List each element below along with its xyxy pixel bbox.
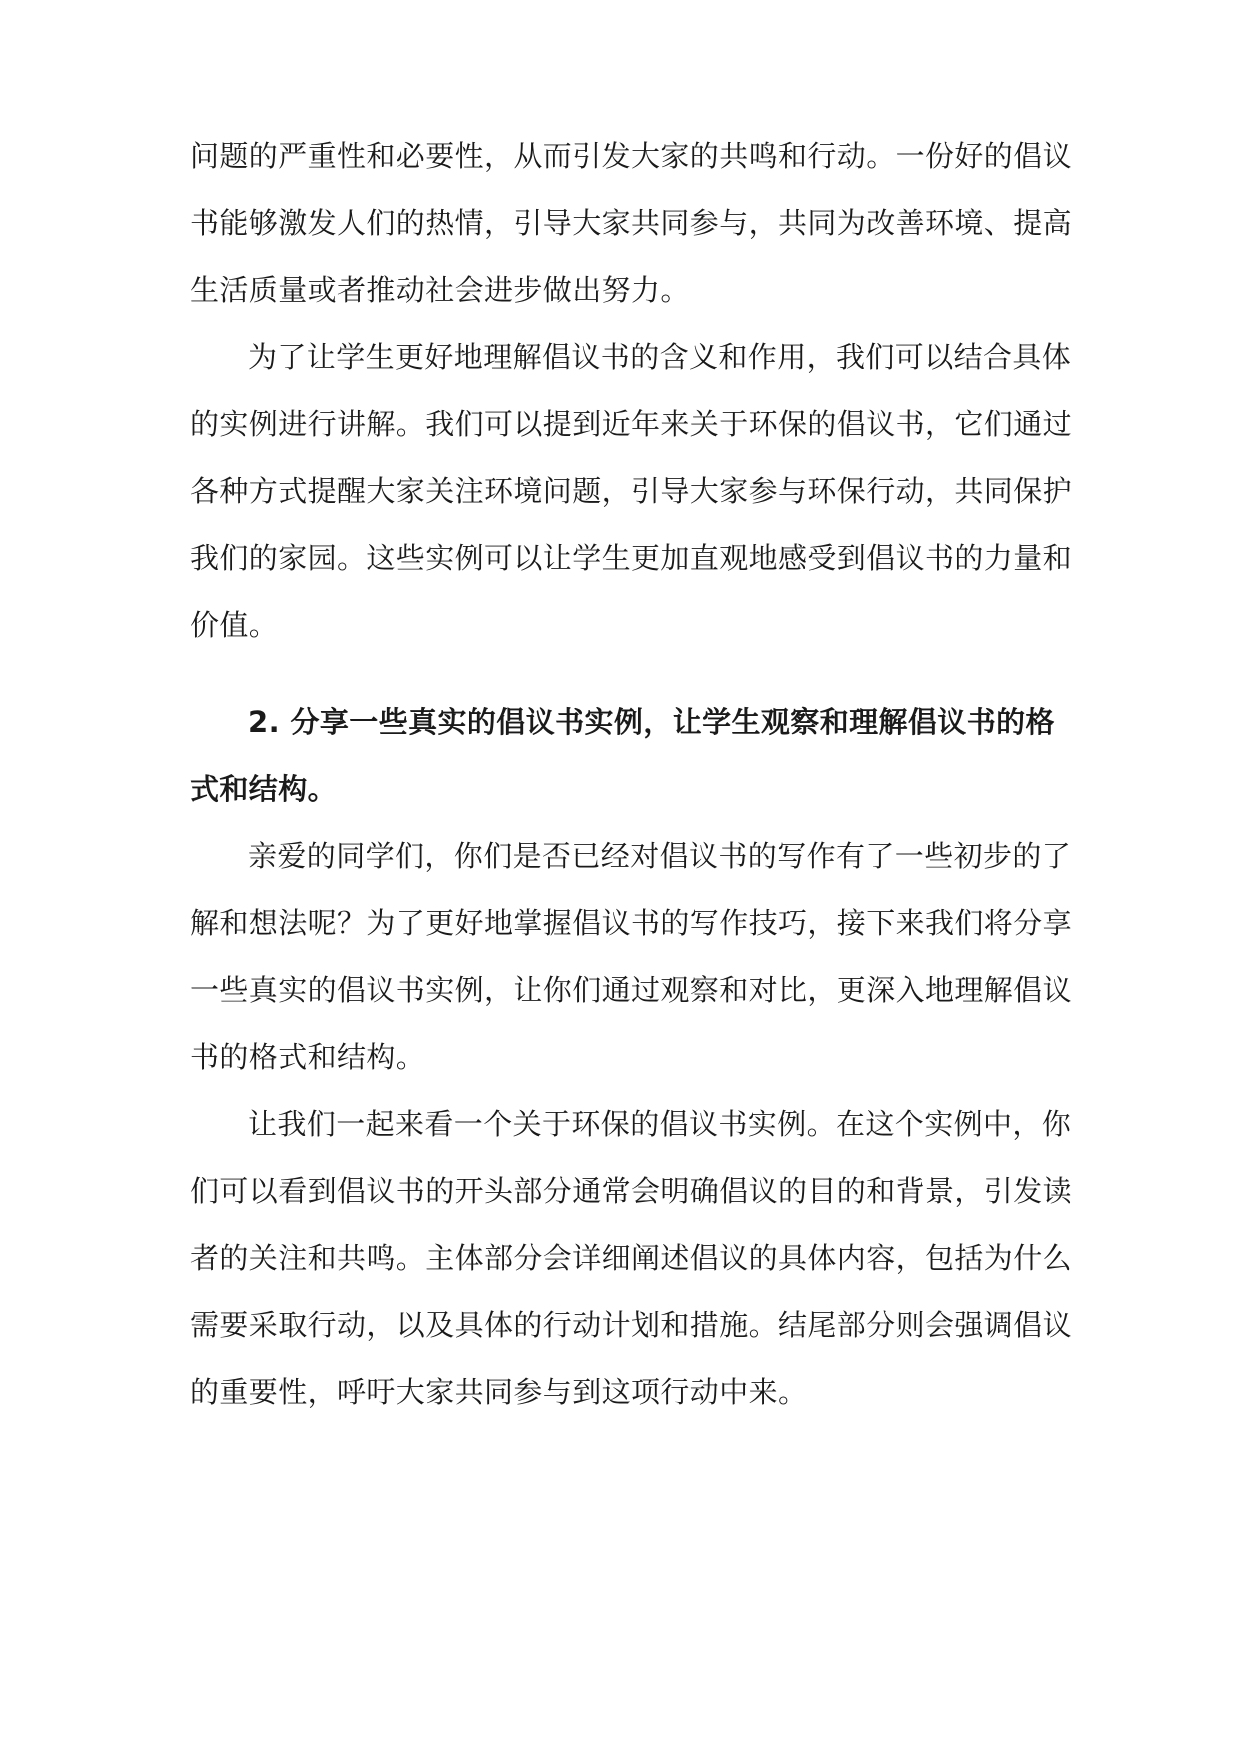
paragraph-line: 书的格式和结构。 xyxy=(190,1040,426,1074)
paragraph-line: 生活质量或者推动社会进步做出努力。 xyxy=(190,273,690,307)
paragraph-line: 各种方式提醒大家关注环境问题，引导大家参与环保行动，共同保护 xyxy=(190,474,1073,508)
paragraph-line: 亲爱的同学们，你们是否已经对倡议书的写作有了一些初步的了 xyxy=(248,839,1072,873)
paragraph-line: 的实例进行讲解。我们可以提到近年来关于环保的倡议书，它们通过 xyxy=(190,407,1073,441)
paragraph-line: 者的关注和共鸣。主体部分会详细阐述倡议的具体内容，包括为什么 xyxy=(190,1241,1073,1275)
paragraph-line: 需要采取行动，以及具体的行动计划和措施。结尾部分则会强调倡议 xyxy=(190,1308,1073,1342)
paragraph-line: 的重要性，呼吁大家共同参与到这项行动中来。 xyxy=(190,1375,808,1409)
paragraph-line: 为了让学生更好地理解倡议书的含义和作用，我们可以结合具体 xyxy=(248,340,1072,374)
paragraph-line: 书能够激发人们的热情，引导大家共同参与，共同为改善环境、提高 xyxy=(190,206,1073,240)
paragraph-line: 们可以看到倡议书的开头部分通常会明确倡议的目的和背景，引发读 xyxy=(190,1174,1073,1208)
section-heading: 式和结构。 xyxy=(190,772,338,806)
paragraph-line: 问题的严重性和必要性，从而引发大家的共鸣和行动。一份好的倡议 xyxy=(190,139,1073,173)
paragraph-line: 让我们一起来看一个关于环保的倡议书实例。在这个实例中，你 xyxy=(248,1107,1072,1141)
paragraph-line: 解和想法呢？为了更好地掌握倡议书的写作技巧，接下来我们将分享 xyxy=(190,906,1073,940)
paragraph-line: 我们的家园。这些实例可以让学生更加直观地感受到倡议书的力量和 xyxy=(190,541,1073,575)
paragraph-line: 价值。 xyxy=(190,608,279,642)
section-heading: 2. 分享一些真实的倡议书实例，让学生观察和理解倡议书的格 xyxy=(248,705,1055,739)
paragraph-line: 一些真实的倡议书实例，让你们通过观察和对比，更深入地理解倡议 xyxy=(190,973,1073,1007)
